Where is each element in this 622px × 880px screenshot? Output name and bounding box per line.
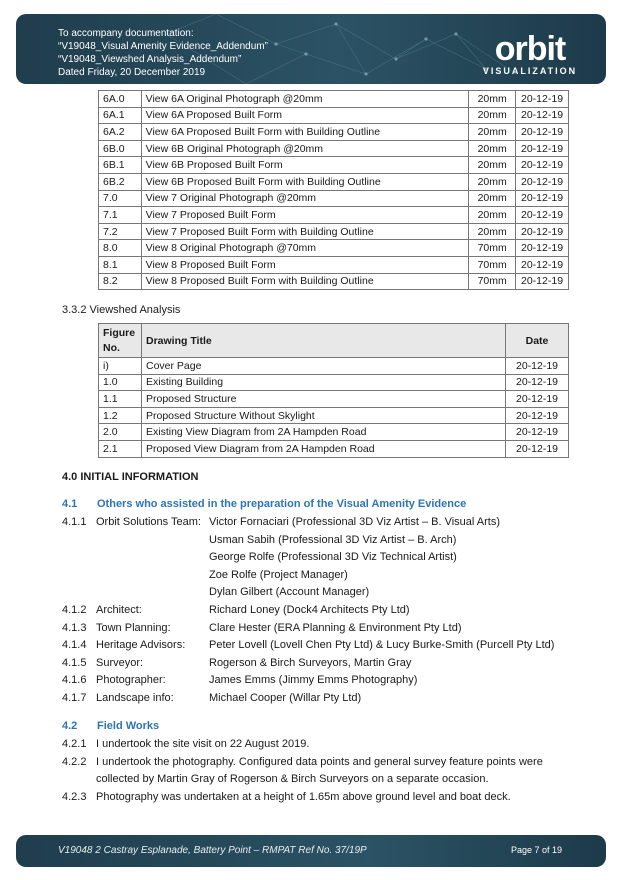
subsection-title: Field Works [97, 720, 160, 732]
figure-cell: 7.2 [99, 223, 142, 240]
table-row [99, 273, 569, 290]
viewshed-heading: 3.3.2 Viewshed Analysis [62, 304, 181, 316]
table-row [99, 140, 569, 157]
figure-cell: 1.1 [99, 391, 142, 408]
figure-cell: 8.1 [99, 256, 142, 273]
scale-cell: 20mm [469, 207, 516, 224]
footer-text: V19048 2 Castray Esplanade, Battery Point – RMPAT Ref No. 37/19P [58, 845, 367, 856]
title-cell: View 6A Proposed Built Form [141, 107, 469, 124]
scale-cell: 70mm [469, 273, 516, 290]
table-row [99, 107, 569, 124]
figure-cell: 6B.1 [99, 157, 142, 174]
header-figure-line1: Figure [103, 326, 136, 339]
scale-cell: 20mm [469, 173, 516, 190]
orbit-logo [480, 32, 580, 76]
title-cell: View 8 Proposed Built Form [141, 256, 469, 273]
drawings-table [98, 90, 569, 290]
table-row [99, 124, 569, 141]
item-label: Town Planning: [96, 621, 171, 634]
item-number: 4.2.1 [62, 738, 87, 750]
item-value: Richard Loney (Dock4 Architects Pty Ltd) [209, 604, 410, 616]
item-value: Dylan Gilbert (Account Manager) [209, 586, 370, 599]
date-cell: 20-12-19 [506, 374, 569, 391]
document-header [16, 14, 606, 84]
title-cell: View 8 Proposed Built Form with Building Outline [141, 273, 469, 290]
item-text: Photography was undertaken at a height of 1.65m above ground level and boat deck. [96, 790, 511, 803]
figure-cell: 6B.0 [99, 140, 142, 157]
figure-cell: 6B.2 [99, 173, 142, 190]
date-cell: 20-12-19 [516, 157, 569, 174]
date-cell: 20-12-19 [516, 273, 569, 290]
section-heading: 4.0 INITIAL INFORMATION [62, 471, 199, 483]
scale-cell: 20mm [469, 223, 516, 240]
figure-cell: 2.0 [99, 424, 142, 441]
figure-cell: 2.1 [99, 440, 142, 457]
date-cell: 20-12-19 [516, 173, 569, 190]
item-number: 4.1.2 [62, 604, 87, 616]
title-cell: View 6A Proposed Built Form with Building Outline [141, 124, 469, 141]
item-number: 4.1.6 [62, 674, 87, 687]
date-cell: 20-12-19 [506, 391, 569, 408]
header-figure-line2: No. [103, 341, 120, 354]
date-cell: 20-12-19 [506, 407, 569, 424]
title-cell: View 6B Proposed Built Form [141, 157, 469, 174]
item-number: 4.2.3 [62, 790, 87, 803]
subsection-4-2-heading [62, 720, 160, 732]
item-number: 4.1.7 [62, 692, 87, 704]
subsection-number: 4.1 [62, 498, 78, 510]
title-cell: Proposed Structure [142, 391, 506, 408]
table-row [99, 358, 569, 375]
date-cell: 20-12-19 [506, 440, 569, 457]
table-row [99, 157, 569, 174]
table-row [99, 240, 569, 257]
header-line: “V19048_Viewshed Analysis_Addendum” [58, 54, 242, 65]
viewshed-table [98, 323, 569, 458]
item-number: 4.1.1 [62, 516, 87, 528]
date-cell: 20-12-19 [516, 207, 569, 224]
date-cell: 20-12-19 [516, 256, 569, 273]
scale-cell: 20mm [469, 140, 516, 157]
header-date: Date [506, 324, 569, 358]
figure-cell: 7.0 [99, 190, 142, 207]
header-text [58, 27, 268, 79]
date-cell: 20-12-19 [516, 140, 569, 157]
title-cell: Existing View Diagram from 2A Hampden Road [142, 424, 506, 441]
table-row [99, 207, 569, 224]
date-cell: 20-12-19 [516, 240, 569, 257]
date-cell: 20-12-19 [506, 358, 569, 375]
date-cell: 20-12-19 [516, 91, 569, 108]
date-cell: 20-12-19 [516, 190, 569, 207]
title-cell: View 6B Proposed Built Form with Building Outline [141, 173, 469, 190]
header-drawing-title: Drawing Title [142, 324, 506, 358]
item-number: 4.2.2 [62, 755, 87, 768]
date-cell: 20-12-19 [516, 124, 569, 141]
item-label: Landscape info: [96, 692, 174, 704]
figure-cell: 1.0 [99, 374, 142, 391]
figure-cell: 8.0 [99, 240, 142, 257]
scale-cell: 20mm [469, 124, 516, 141]
item-value: Peter Lovell (Lovell Chen Pty Ltd) & Lucy Burke-Smith (Purcell Pty Ltd) [209, 639, 555, 652]
item-text: I undertook the photography. Configured data points and general survey feature points were [96, 755, 543, 768]
document-footer [16, 835, 606, 867]
logo-word: orbit [494, 30, 566, 68]
title-cell: View 7 Original Photograph @20mm [141, 190, 469, 207]
scale-cell: 20mm [469, 190, 516, 207]
logo-subtitle: VISUALIZATION [482, 66, 578, 76]
title-cell: Existing Building [142, 374, 506, 391]
item-value: Usman Sabih (Professional 3D Viz Artist – B. Arch) [209, 533, 457, 546]
title-cell: View 7 Proposed Built Form [141, 207, 469, 224]
item-label: Heritage Advisors: [96, 639, 186, 652]
table-row [99, 173, 569, 190]
item-value: Rogerson & Birch Surveyors, Martin Gray [209, 656, 412, 669]
scale-cell: 20mm [469, 107, 516, 124]
title-cell: Proposed Structure Without Skylight [142, 407, 506, 424]
figure-cell: 8.2 [99, 273, 142, 290]
item-text: I undertook the site visit on 22 August 2019. [96, 738, 310, 750]
table-row [99, 440, 569, 457]
table-row [99, 424, 569, 441]
page-number: Page 7 of 19 [510, 845, 562, 855]
scale-cell: 20mm [469, 91, 516, 108]
table-header-row [99, 324, 569, 358]
title-cell: View 6B Original Photograph @20mm [141, 140, 469, 157]
subsection-title: Others who assisted in the preparation of the Visual Amenity Evidence [97, 498, 467, 510]
scale-cell: 70mm [469, 240, 516, 257]
title-cell: Cover Page [142, 358, 506, 375]
title-cell: Proposed View Diagram from 2A Hampden Road [142, 440, 506, 457]
header-line: “V19048_Visual Amenity Evidence_Addendum” [58, 41, 268, 52]
header-figure-no [99, 324, 142, 358]
item-value: James Emms (Jimmy Emms Photography) [209, 674, 418, 687]
table-row [99, 190, 569, 207]
item-value: George Rolfe (Professional 3D Viz Technical Artist) [209, 551, 457, 564]
date-cell: 20-12-19 [506, 424, 569, 441]
item-value: Victor Fornaciari (Professional 3D Viz Artist – B. Visual Arts) [209, 516, 501, 528]
date-cell: 20-12-19 [516, 223, 569, 240]
table-row [99, 256, 569, 273]
figure-cell: 1.2 [99, 407, 142, 424]
scale-cell: 20mm [469, 157, 516, 174]
item-label: Architect: [96, 604, 142, 616]
header-line: Dated Friday, 20 December 2019 [58, 67, 206, 78]
item-label: Orbit Solutions Team: [96, 516, 201, 528]
figure-cell: i) [99, 358, 142, 375]
item-value: Zoe Rolfe (Project Manager) [209, 568, 348, 581]
item-value: Michael Cooper (Willar Pty Ltd) [209, 692, 362, 704]
item-number: 4.1.5 [62, 656, 87, 669]
scale-cell: 70mm [469, 256, 516, 273]
table-row [99, 374, 569, 391]
table-row [99, 391, 569, 408]
figure-cell: 6A.1 [99, 107, 142, 124]
table-row [99, 91, 569, 108]
item-number: 4.1.3 [62, 621, 87, 634]
table-row [99, 223, 569, 240]
subsection-number: 4.2 [62, 720, 78, 732]
date-cell: 20-12-19 [516, 107, 569, 124]
item-label: Photographer: [96, 674, 166, 687]
title-cell: View 7 Proposed Built Form with Building Outline [141, 223, 469, 240]
figure-cell: 6A.2 [99, 124, 142, 141]
title-cell: View 6A Original Photograph @20mm [141, 91, 469, 108]
item-number: 4.1.4 [62, 639, 87, 652]
table-row [99, 407, 569, 424]
item-value: Clare Hester (ERA Planning & Environment Pty Ltd) [209, 621, 462, 634]
header-line: To accompany documentation: [58, 28, 194, 39]
subsection-4-1-heading [62, 498, 467, 510]
figure-cell: 6A.0 [99, 91, 142, 108]
title-cell: View 8 Original Photograph @70mm [141, 240, 469, 257]
figure-cell: 7.1 [99, 207, 142, 224]
item-label: Surveyor: [96, 656, 144, 669]
item-text: collected by Martin Gray of Rogerson & Birch Surveyors on a separate occasion. [96, 773, 489, 785]
